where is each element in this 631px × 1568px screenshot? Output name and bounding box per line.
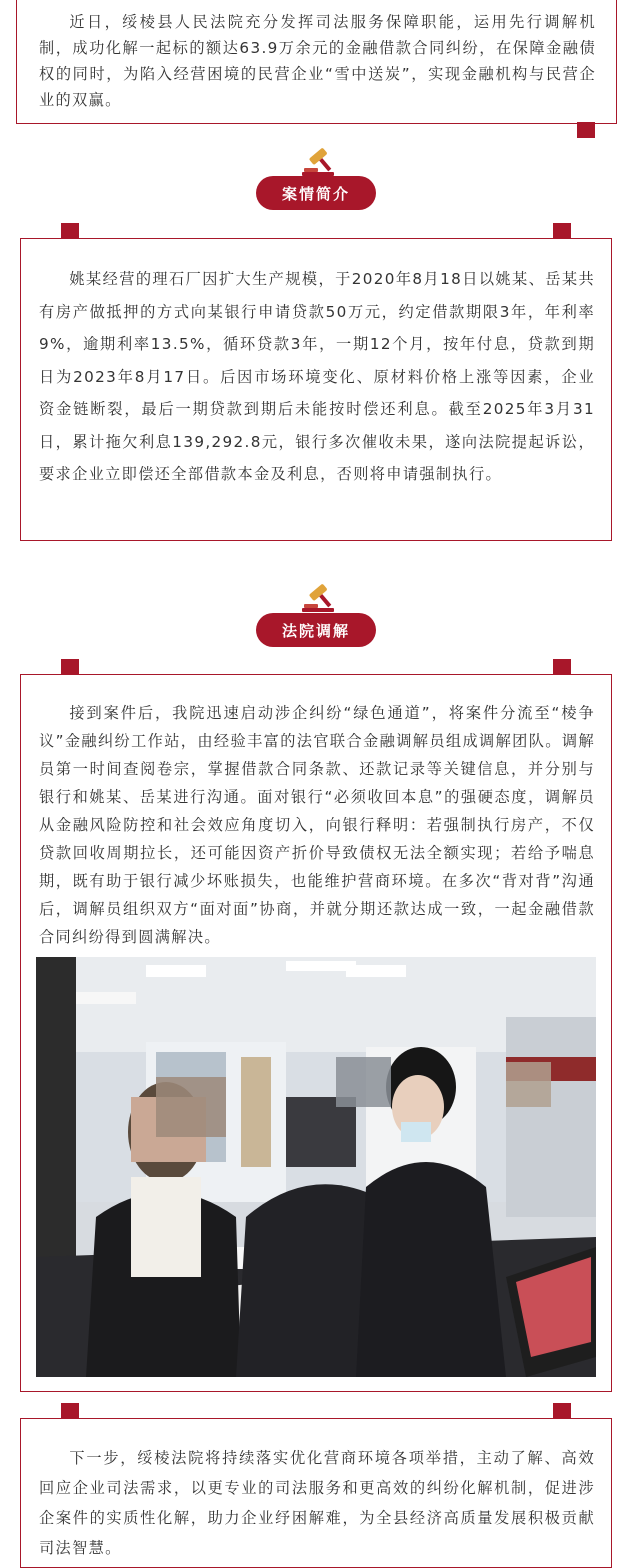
section-title-pill: [256, 613, 376, 647]
gavel-icon: [300, 148, 336, 178]
section-title: 案情简介: [281, 184, 350, 203]
mediation-photo-illustration: [36, 957, 596, 1377]
conclusion-box: [20, 1418, 612, 1568]
decorative-tab: [577, 122, 595, 138]
mediation-paragraph: 接到案件后，我院迅速启动涉企纠纷“绿色通道”，将案件分流至“棱争议”金融纠纷工作站，由经验丰富的法官联合金融调解员组成调解团队。调解员第一时间查阅卷宗，掌握借款合同条款、还款记录等关键信息，并分别与银行和姚某、岳某进行沟通。面对银行“必须收回本息”的强硬态度，调解员从金融风险防控和社会效应角度切入，向银行释明：若强制执行房产，不仅贷款回收周期拉长，还可能因资产折价导致债权无法全额实现；若给予喘息期，既有助于银行减少坏账损失，也能维护营商环境。在多次“背对背”沟通后，调解员组织双方“面对面”协商，并就分期还款达成一致，一起金融借款合同纠纷得到圆满解决。: [39, 704, 595, 946]
mediation-photo: [36, 957, 596, 1377]
section-title: 法院调解: [281, 621, 350, 640]
case-summary-paragraph: 姚某经营的理石厂因扩大生产规模，于2020年8月18日以姚某、岳某共有房产做抵押的方式向某银行申请贷款50万元，约定借款期限3年，年利率9%，逾期利率13.5%，循环贷款3年，一期12个月，按年付息，贷款到期日为2023年8月17日。后因市场环境变化、原材料价格上涨等因素，企业资金链断裂，最后一期贷款到期后未能按时偿还利息。截至2025年3月31日，累计拖欠利息139,292.8元，银行多次催收未果，遂向法院提起诉讼，要求企业立即偿还全部借款本金及利息，否则将申请强制执行。: [39, 270, 595, 483]
intro-paragraph: 近日，绥棱县人民法院充分发挥司法服务保障职能，运用先行调解机制，成功化解一起标的额达63.9万余元的金融借款合同纠纷，在保障金融债权的同时，为陷入经营困境的民营企业“雪中送炭”，实现金融机构与民营企业的双赢。: [39, 13, 596, 109]
gavel-icon: [300, 584, 336, 614]
conclusion-paragraph: 下一步，绥棱法院将持续落实优化营商环境各项举措，主动了解、高效回应企业司法需求，以更专业的司法服务和更高效的纠纷化解机制，促进涉企案件的实质性化解，助力企业纾困解难，为全县经济高质量发展积极贡献司法智慧。: [39, 1449, 595, 1557]
section-title-pill: [256, 176, 376, 210]
intro-box: [16, 0, 617, 124]
case-summary-box: [20, 238, 612, 541]
